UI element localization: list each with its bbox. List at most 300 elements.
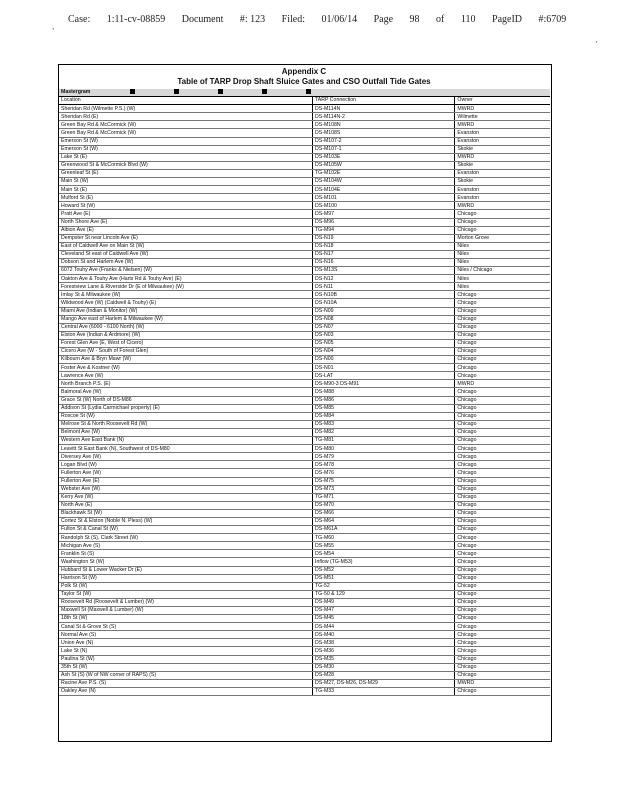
- owner-cell: Chicago: [455, 663, 550, 671]
- location-cell: Howard St (W): [59, 202, 313, 210]
- owner-cell: MWRD: [455, 380, 550, 388]
- tarp-connection-cell: DS-M40: [313, 631, 455, 639]
- tarp-connection-cell: TG-M33: [313, 687, 455, 695]
- table-row: [59, 129, 550, 137]
- tarp-connection-cell: Inflow (TG-M53): [313, 558, 455, 566]
- tarp-connection-cell: DS-M70: [313, 501, 455, 509]
- tarp-connection-cell: DS-M54: [313, 550, 455, 558]
- location-cell: Forestview Lane & Riverside Dr (E of Milwaukee) (W): [59, 283, 313, 291]
- tarp-connection-cell: DS-N11: [313, 283, 455, 291]
- table-row: [59, 526, 550, 534]
- owner-cell: Chicago: [455, 388, 550, 396]
- table-row: [59, 315, 550, 323]
- table-row: [59, 121, 550, 129]
- location-cell: Normal Ave (S): [59, 631, 313, 639]
- owner-cell: Evanston: [455, 169, 550, 177]
- table-title: Table of TARP Drop Shaft Sluice Gates and CSO Outfall Tide Gates: [177, 77, 431, 86]
- tarp-connection-cell: DS-N00: [313, 356, 455, 364]
- tarp-connection-cell: DS-M51: [313, 574, 455, 582]
- table-row: [59, 153, 550, 161]
- location-cell: East of Caldwell Ave on Main St (W): [59, 242, 313, 250]
- court-filing-header: [68, 14, 588, 25]
- owner-cell: Chicago: [455, 331, 550, 339]
- table-row: [59, 178, 550, 186]
- location-cell: Main St (W): [59, 178, 313, 186]
- location-cell: Grace St (W) North of DS-M86: [59, 396, 313, 404]
- location-cell: Cortez St & Elston (Noble N. Pless) (W): [59, 517, 313, 525]
- of-label: of: [436, 14, 445, 25]
- tarp-connection-cell: DS-N16: [313, 258, 455, 266]
- owner-cell: Chicago: [455, 412, 550, 420]
- owner-cell: Chicago: [455, 590, 550, 598]
- tarp-connection-cell: DS-M28: [313, 671, 455, 679]
- tarp-connection-cell: DS-M47: [313, 607, 455, 615]
- table-row: [59, 145, 550, 153]
- owner-cell: Chicago: [455, 534, 550, 542]
- tarp-connection-cell: DS-N08: [313, 315, 455, 323]
- table-row: [59, 420, 550, 428]
- marker-square: [174, 89, 179, 94]
- owner-cell: MWRD: [455, 121, 550, 129]
- location-cell: Blackhawk St (W): [59, 509, 313, 517]
- owner-cell: Chicago: [455, 631, 550, 639]
- owner-cell: Niles: [455, 275, 550, 283]
- table-row: [59, 267, 550, 275]
- tarp-connection-cell: DS-N19: [313, 234, 455, 242]
- table-row: [59, 186, 550, 194]
- owner-cell: Chicago: [455, 623, 550, 631]
- tarp-connection-cell: DS-M79: [313, 453, 455, 461]
- tarp-connection-cell: DS-M38: [313, 639, 455, 647]
- marker-square: [306, 89, 311, 94]
- location-cell: Hubbard St & Lower Wacker Dr (E): [59, 566, 313, 574]
- mastergram-label: Mastergram: [61, 89, 91, 96]
- table-row: [59, 428, 550, 436]
- table-row: [59, 234, 550, 242]
- tarp-connection-cell: DS-M76: [313, 469, 455, 477]
- location-cell: Sheridan Rd (Wilmette P.S.) (W): [59, 105, 313, 113]
- tarp-connection-cell: DS-M107-2: [313, 137, 455, 145]
- tarp-connection-cell: DS-M103E: [313, 153, 455, 161]
- table-row: [59, 226, 550, 234]
- table-row: [59, 461, 550, 469]
- owner-cell: Chicago: [455, 687, 550, 695]
- owner-cell: Niles: [455, 242, 550, 250]
- table-row: [59, 291, 550, 299]
- table-row: [59, 663, 550, 671]
- location-cell: Greenleaf St (E): [59, 169, 313, 177]
- owner-cell: Chicago: [455, 607, 550, 615]
- tarp-connection-cell: DS-M64: [313, 517, 455, 525]
- table-row: [59, 331, 550, 339]
- location-cell: 35th St (W): [59, 663, 313, 671]
- owner-cell: Skokie: [455, 145, 550, 153]
- owner-cell: Skokie: [455, 178, 550, 186]
- owner-cell: Chicago: [455, 315, 550, 323]
- mastergram-cell: [59, 89, 550, 97]
- owner-cell: Evanston: [455, 137, 550, 145]
- tarp-connection-cell: DS-M66: [313, 509, 455, 517]
- pageid-label: PageID: [492, 14, 523, 25]
- page-label: Page: [373, 14, 394, 25]
- tarp-connection-cell: DS-N03: [313, 331, 455, 339]
- table-row: [59, 542, 550, 550]
- owner-cell: Chicago: [455, 445, 550, 453]
- filed-date: 01/06/14: [321, 14, 358, 25]
- table-row: [59, 113, 550, 121]
- table-row: [59, 550, 550, 558]
- table-row: [59, 105, 550, 113]
- tarp-connection-cell: TG-50 & 129: [313, 590, 455, 598]
- scan-tick-mark: ': [596, 40, 598, 49]
- owner-cell: Niles / Chicago: [455, 267, 550, 275]
- tarp-connection-cell: TG-52: [313, 582, 455, 590]
- location-cell: Lawrence Ave (W): [59, 372, 313, 380]
- tarp-connection-cell: DS-M82: [313, 428, 455, 436]
- location-cell: Harrison St (W): [59, 574, 313, 582]
- location-cell: Cicero Ave (W - South of Forest Glen): [59, 348, 313, 356]
- location-cell: Ash St (S) (W of NW corner of RAPS) (S): [59, 671, 313, 679]
- tarp-connection-cell: DS-M84: [313, 412, 455, 420]
- owner-cell: MWRD: [455, 153, 550, 161]
- location-cell: North Shore Ave (E): [59, 218, 313, 226]
- table-row: [59, 380, 550, 388]
- table-row: [59, 639, 550, 647]
- table-row: [59, 275, 550, 283]
- table-row: [59, 631, 550, 639]
- tarp-connection-cell: DS-N18: [313, 242, 455, 250]
- location-cell: Cleveland St east of Caldwell Ave (W): [59, 250, 313, 258]
- table-row: [59, 501, 550, 509]
- table-row: [59, 137, 550, 145]
- location-cell: Roosevelt Rd (Roosevelt & Lumber) (W): [59, 598, 313, 606]
- table-row: [59, 242, 550, 250]
- location-cell: Miami Ave (Indian & Monitor) (W): [59, 307, 313, 315]
- tarp-connection-cell: DS-M52: [313, 566, 455, 574]
- table-row: [59, 404, 550, 412]
- location-cell: Forest Glen Ave (E, West of Cicero): [59, 339, 313, 347]
- tarp-connection-cell: DS-M104E: [313, 186, 455, 194]
- tarp-connection-cell: DS-M44: [313, 623, 455, 631]
- marker-square: [218, 89, 223, 94]
- location-cell: Dobson St and Harlem Ave (W): [59, 258, 313, 266]
- owner-cell: Chicago: [455, 323, 550, 331]
- location-cell: Wildwood Ave (W) (Caldwell & Touhy) (E): [59, 299, 313, 307]
- location-cell: 18th St (W): [59, 615, 313, 623]
- owner-cell: Chicago: [455, 356, 550, 364]
- location-cell: Central Ave (6000 - 6100 North) (W): [59, 323, 313, 331]
- owner-cell: Chicago: [455, 639, 550, 647]
- tarp-connection-cell: TG-M102E: [313, 169, 455, 177]
- location-cell: Addison St (Lydia Carmichael property) (E): [59, 404, 313, 412]
- table-row: [59, 558, 550, 566]
- tarp-connection-cell: DS-M114N: [313, 105, 455, 113]
- table-row: [59, 437, 550, 445]
- tarp-connection-cell: DS-N04: [313, 348, 455, 356]
- tarp-connection-cell: TG-M60: [313, 534, 455, 542]
- tarp-connection-cell: DS-M13S: [313, 267, 455, 275]
- location-cell: 6072 Touhy Ave (Franks & Nielsen) (W): [59, 267, 313, 275]
- tarp-connection-cell: DS-N12: [313, 275, 455, 283]
- location-cell: Polk St (W): [59, 582, 313, 590]
- table-row: [59, 590, 550, 598]
- owner-cell: Chicago: [455, 307, 550, 315]
- owner-cell: Chicago: [455, 582, 550, 590]
- location-cell: Western Ave East Bank (N): [59, 437, 313, 445]
- owner-cell: Chicago: [455, 396, 550, 404]
- location-cell: Kerry Ave (W): [59, 493, 313, 501]
- table-row: [59, 687, 550, 695]
- location-cell: Oakley Ave (N): [59, 687, 313, 695]
- tarp-connection-cell: DS-N01: [313, 364, 455, 372]
- document-number: #: 123: [239, 14, 266, 25]
- tarp-connection-cell: DS-M88: [313, 388, 455, 396]
- table-row: [59, 607, 550, 615]
- owner-cell: Chicago: [455, 550, 550, 558]
- owner-cell: Chicago: [455, 364, 550, 372]
- owner-cell: Chicago: [455, 299, 550, 307]
- owner-cell: Chicago: [455, 542, 550, 550]
- location-cell: Racine Ave P.S. (S): [59, 679, 313, 687]
- owner-cell: Chicago: [455, 477, 550, 485]
- location-cell: Elston Ave (Indian & Ardmore) (W): [59, 331, 313, 339]
- owner-cell: Chicago: [455, 615, 550, 623]
- pageid-number: #:6709: [538, 14, 567, 25]
- owner-cell: Chicago: [455, 339, 550, 347]
- location-cell: Lake St (E): [59, 153, 313, 161]
- owner-cell: Chicago: [455, 469, 550, 477]
- owner-cell: Chicago: [455, 348, 550, 356]
- location-cell: Lake St (N): [59, 647, 313, 655]
- table-row: [59, 258, 550, 266]
- tarp-connection-cell: DS-M36: [313, 647, 455, 655]
- table-row: [59, 445, 550, 453]
- location-cell: Green Bay Rd & McCormick (W): [59, 121, 313, 129]
- table-row: [59, 574, 550, 582]
- table-row: [59, 396, 550, 404]
- owner-cell: Niles: [455, 258, 550, 266]
- tarp-connection-cell: DS-M78: [313, 461, 455, 469]
- tarp-connection-cell: DS-M83: [313, 420, 455, 428]
- tarp-connection-cell: DS-N10B: [313, 291, 455, 299]
- location-cell: Belmont Ave (W): [59, 428, 313, 436]
- owner-cell: Chicago: [455, 647, 550, 655]
- tarp-connection-cell: DS-M55: [313, 542, 455, 550]
- owner-cell: Chicago: [455, 598, 550, 606]
- owner-cell: Chicago: [455, 453, 550, 461]
- tarp-connection-cell: DS-M61A: [313, 526, 455, 534]
- filed-label: Filed:: [281, 14, 306, 25]
- gates-table: [59, 89, 550, 696]
- column-header-row: [59, 97, 550, 105]
- location-cell: Fullerton Ave (W): [59, 469, 313, 477]
- tarp-connection-cell: TG-M71: [313, 493, 455, 501]
- location-cell: Franklin St (S): [59, 550, 313, 558]
- table-row: [59, 509, 550, 517]
- owner-cell: Chicago: [455, 372, 550, 380]
- tarp-connection-cell: DS-M96: [313, 218, 455, 226]
- owner-cell: Chicago: [455, 493, 550, 501]
- owner-cell: Chicago: [455, 574, 550, 582]
- location-cell: Mango Ave east of Harlem & Milwaukee (W): [59, 315, 313, 323]
- tarp-connection-cell: DS-M104W: [313, 178, 455, 186]
- location-cell: Union Ave (N): [59, 639, 313, 647]
- location-cell: Imlay St & Milwaukee (W): [59, 291, 313, 299]
- table-row: [59, 566, 550, 574]
- owner-cell: Niles: [455, 250, 550, 258]
- table-row: [59, 453, 550, 461]
- table-row: [59, 534, 550, 542]
- tarp-connection-cell: DS-N10A: [313, 299, 455, 307]
- location-cell: Green Bay Rd & McCormick (W): [59, 129, 313, 137]
- location-cell: Canal St & Grove St (S): [59, 623, 313, 631]
- tarp-connection-cell: DS-M105W: [313, 161, 455, 169]
- table-row: [59, 412, 550, 420]
- marker-square: [262, 89, 267, 94]
- column-header-owner: Owner: [455, 97, 550, 105]
- location-cell: Oakton Ave & Touhy Ave (Harts Rd & Touhy Ave) (E): [59, 275, 313, 283]
- table-row: [59, 323, 550, 331]
- table-row: [59, 356, 550, 364]
- owner-cell: Evanston: [455, 129, 550, 137]
- location-cell: Randolph St (S), Clark Street (W): [59, 534, 313, 542]
- location-cell: Balmoral Ave (W): [59, 388, 313, 396]
- location-cell: Sheridan Rd (E): [59, 113, 313, 121]
- location-cell: Dempster St near Lincoln Ave (E): [59, 234, 313, 242]
- table-row: [59, 210, 550, 218]
- tarp-connection-cell: TG-M81: [313, 437, 455, 445]
- tarp-connection-cell: DS-M101: [313, 194, 455, 202]
- table-row: [59, 517, 550, 525]
- case-label: Case:: [68, 14, 91, 25]
- table-row: [59, 250, 550, 258]
- location-cell: Logan Blvd (W): [59, 461, 313, 469]
- table-row: [59, 364, 550, 372]
- total-pages: 110: [460, 14, 476, 25]
- table-row: [59, 493, 550, 501]
- marker-square: [130, 89, 135, 94]
- case-number: 1:11-cv-08859: [106, 14, 166, 25]
- table-row: [59, 647, 550, 655]
- location-cell: Emerson St (W): [59, 145, 313, 153]
- table-row: [59, 218, 550, 226]
- table-row: [59, 655, 550, 663]
- appendix-title: Appendix C: [281, 67, 327, 76]
- location-cell: Leavitt St East Bank (N), Southwest of DS-M80: [59, 445, 313, 453]
- location-cell: Foster Ave & Kostner (W): [59, 364, 313, 372]
- tarp-connection-cell: DS-M45: [313, 615, 455, 623]
- owner-cell: Chicago: [455, 509, 550, 517]
- location-cell: Fulton St & Canal St (W): [59, 526, 313, 534]
- owner-cell: MWRD: [455, 679, 550, 687]
- tarp-connection-cell: DS-M30: [313, 663, 455, 671]
- owner-cell: Chicago: [455, 404, 550, 412]
- table-row: [59, 615, 550, 623]
- owner-cell: Evanston: [455, 194, 550, 202]
- tarp-connection-cell: DS-M35: [313, 655, 455, 663]
- owner-cell: Chicago: [455, 428, 550, 436]
- owner-cell: Chicago: [455, 218, 550, 226]
- mastergram-row: [59, 89, 550, 97]
- scan-tick-mark: ,: [52, 22, 55, 31]
- table-row: [59, 477, 550, 485]
- location-cell: Albion Ave (E): [59, 226, 313, 234]
- tarp-connection-cell: DS-M85: [313, 404, 455, 412]
- table-row: [59, 283, 550, 291]
- owner-cell: MWRD: [455, 105, 550, 113]
- tarp-connection-cell: TG-M94: [313, 226, 455, 234]
- tarp-connection-cell: DS-M114N-2: [313, 113, 455, 121]
- location-cell: Diversey Ave (W): [59, 453, 313, 461]
- table-row: [59, 388, 550, 396]
- owner-cell: Chicago: [455, 210, 550, 218]
- owner-cell: Chicago: [455, 226, 550, 234]
- location-cell: North Branch P.S. (E): [59, 380, 313, 388]
- location-cell: Maxwell St (Maxwell & Lumber) (W): [59, 607, 313, 615]
- tarp-connection-cell: DS-M80: [313, 445, 455, 453]
- location-cell: Emerson St (W): [59, 137, 313, 145]
- tarp-connection-cell: DS-M86: [313, 396, 455, 404]
- table-row: [59, 307, 550, 315]
- table-row: [59, 161, 550, 169]
- location-cell: Washington St (W): [59, 558, 313, 566]
- table-row: [59, 194, 550, 202]
- owner-cell: Wilmette: [455, 113, 550, 121]
- owner-cell: Evanston: [455, 186, 550, 194]
- tarp-connection-cell: DS-M108N: [313, 121, 455, 129]
- location-cell: North Ave (E): [59, 501, 313, 509]
- owner-cell: Chicago: [455, 558, 550, 566]
- location-cell: Taylor St (W): [59, 590, 313, 598]
- owner-cell: Niles: [455, 283, 550, 291]
- tarp-connection-cell: DS-N07: [313, 323, 455, 331]
- owner-cell: Chicago: [455, 671, 550, 679]
- tarp-connection-cell: DS-N17: [313, 250, 455, 258]
- tarp-connection-cell: DS-M97: [313, 210, 455, 218]
- location-cell: Kilbourn Ave & Bryn Mawr (W): [59, 356, 313, 364]
- owner-cell: Chicago: [455, 485, 550, 493]
- owner-cell: Chicago: [455, 566, 550, 574]
- location-cell: Main St (E): [59, 186, 313, 194]
- owner-cell: Chicago: [455, 291, 550, 299]
- table-row: [59, 598, 550, 606]
- owner-cell: Chicago: [455, 461, 550, 469]
- owner-cell: Chicago: [455, 420, 550, 428]
- owner-cell: Morton Grove: [455, 234, 550, 242]
- location-cell: Pratt Ave (E): [59, 210, 313, 218]
- tarp-connection-cell: DS-M108S: [313, 129, 455, 137]
- owner-cell: Chicago: [455, 655, 550, 663]
- page-number: 98: [409, 14, 420, 25]
- table-row: [59, 299, 550, 307]
- table-row: [59, 469, 550, 477]
- location-cell: Greenwood St & McCormick Blvd (W): [59, 161, 313, 169]
- location-cell: Webster Ave (W): [59, 485, 313, 493]
- table-row: [59, 202, 550, 210]
- tarp-connection-cell: DS-M75: [313, 477, 455, 485]
- location-cell: Fullerton Ave (E): [59, 477, 313, 485]
- tarp-connection-cell: DS-M73: [313, 485, 455, 493]
- table-row: [59, 582, 550, 590]
- tarp-connection-cell: DS-M100: [313, 202, 455, 210]
- location-cell: Roscoe St (W): [59, 412, 313, 420]
- table-row: [59, 485, 550, 493]
- table-row: [59, 169, 550, 177]
- tarp-connection-cell: DS-M90-3 DS-M91: [313, 380, 455, 388]
- location-cell: Mulford St (E): [59, 194, 313, 202]
- table-row: [59, 339, 550, 347]
- table-row: [59, 671, 550, 679]
